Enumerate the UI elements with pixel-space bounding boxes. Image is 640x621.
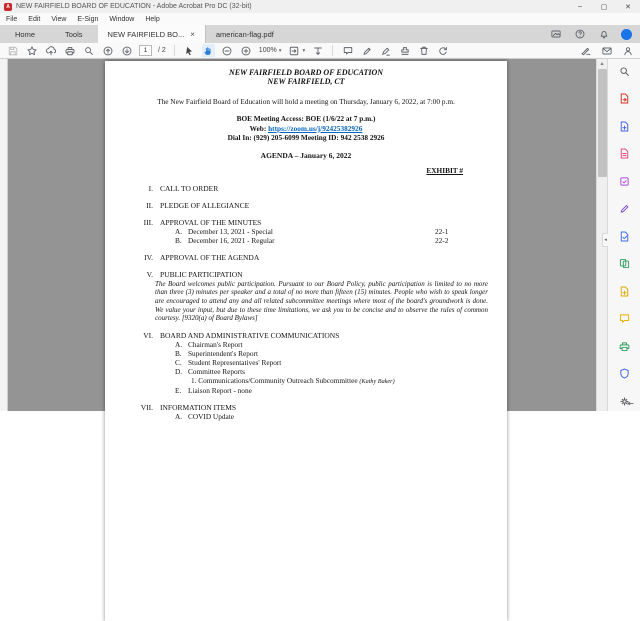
- panel-collapse-arrow-icon[interactable]: ◂: [602, 233, 608, 247]
- previous-page-icon[interactable]: [101, 44, 114, 57]
- share-people-icon[interactable]: [621, 44, 634, 57]
- doc-title-line2: NEW FAIRFIELD, CT: [267, 77, 345, 86]
- print-production-icon[interactable]: [617, 339, 631, 353]
- subitem-letter: A.: [175, 340, 183, 350]
- section-numeral: III.: [143, 217, 153, 227]
- doc-dial-line: Dial In: (929) 205-6099 Meeting ID: 942 2538 2926: [227, 133, 385, 142]
- navigation-pane-rail[interactable]: [0, 59, 8, 411]
- fit-page-icon: [287, 44, 300, 57]
- section-title: INFORMATION ITEMS: [160, 403, 237, 413]
- section-numeral: VI.: [143, 331, 153, 341]
- menu-view[interactable]: View: [51, 15, 67, 23]
- print-icon[interactable]: [63, 44, 76, 57]
- section-numeral: VII.: [140, 403, 153, 413]
- agenda-section: [105, 331, 507, 340]
- subitem-letter: B.: [175, 349, 182, 359]
- subitem-text: Superintendent's Report: [188, 349, 259, 359]
- subitem-text: COVID Update: [188, 412, 235, 422]
- section-numeral: IV.: [144, 252, 153, 262]
- page-fit-select[interactable]: [287, 44, 305, 57]
- agenda-section: [105, 270, 507, 279]
- tab-document-active[interactable]: [98, 25, 205, 43]
- toolbar-separator: [332, 45, 333, 56]
- highlight-pencil-icon[interactable]: [360, 44, 373, 57]
- stamp-icon[interactable]: [398, 44, 411, 57]
- doc-title-line1: NEW FAIRFIELD BOARD OF EDUCATION: [228, 68, 384, 77]
- scrolling-mode-icon[interactable]: [311, 44, 324, 57]
- agenda-subitem: [105, 349, 507, 358]
- zoom-in-icon[interactable]: [240, 44, 253, 57]
- subitem-letter: E.: [175, 386, 182, 396]
- web-label: Web:: [249, 123, 267, 133]
- tab-document-label: NEW FAIRFIELD BO...: [107, 29, 185, 39]
- next-page-icon[interactable]: [120, 44, 133, 57]
- find-search-icon[interactable]: [82, 44, 95, 57]
- subitem-text: Committee Reports: [188, 367, 245, 377]
- chevron-down-icon: ▾: [278, 47, 282, 54]
- combine-files-icon[interactable]: [617, 284, 631, 298]
- export-pdf-icon[interactable]: [617, 92, 631, 106]
- agenda-heading: AGENDA – January 6, 2022: [260, 150, 352, 160]
- notifications-bell-icon[interactable]: [597, 28, 610, 41]
- subitem-letter: A.: [175, 412, 183, 422]
- agenda-section: [105, 184, 507, 193]
- subitem-text: December 16, 2021 - Regular: [188, 235, 275, 245]
- tab-tools[interactable]: [50, 25, 98, 43]
- menu-window[interactable]: Window: [109, 15, 135, 23]
- agenda-section: [105, 218, 507, 227]
- section-title: CALL TO ORDER: [160, 183, 219, 193]
- agenda-subitem: [105, 367, 507, 376]
- section-numeral: I.: [148, 183, 153, 193]
- create-pdf-icon[interactable]: [617, 119, 631, 133]
- star-favorites-icon[interactable]: [25, 44, 38, 57]
- redo-icon[interactable]: [436, 44, 449, 57]
- subitem-text: December 13, 2021 - Special: [188, 226, 273, 236]
- section-title: APPROVAL OF THE MINUTES: [160, 217, 262, 227]
- tab-home-label: Home: [15, 29, 36, 39]
- subitem-letter: D.: [175, 367, 183, 377]
- section-title: PLEDGE OF ALLEGIANCE: [160, 200, 250, 210]
- menu-edit[interactable]: Edit: [28, 15, 41, 23]
- tab-document-other[interactable]: [205, 25, 284, 43]
- subitem-letter: C.: [175, 358, 182, 368]
- zoom-level-select[interactable]: [259, 47, 282, 54]
- section-paragraph: The Board welcomes public participation. Pursuant to our Board Policy, public participation is limited to no more than three (3) minutes per speaker and a total of no more than fifteen (15) minutes. People who wish to speak longer are encouraged to attend any and all related subcommittee meetings where most of the board's groundwork is done. We value your input, but due to these time limitations, we ask you to be concise and to observe the rules of common courtesy. [9320(a) of Board Bylaws]: [155, 279, 488, 323]
- fill-sign-icon[interactable]: [617, 202, 631, 216]
- save-icon[interactable]: [6, 44, 19, 57]
- exhibit-label: EXHIBIT #: [426, 165, 463, 175]
- signature-pen-icon[interactable]: [579, 44, 592, 57]
- subitem-letter: A.: [175, 226, 183, 236]
- agenda-subsubitem: 1. Communications/Community Outreach Subcommittee (Kathy Baker): [191, 376, 395, 386]
- pdf-page: [105, 61, 507, 621]
- tab-other-label: american-flag.pdf: [215, 29, 274, 39]
- agenda-section: [105, 403, 507, 412]
- scroll-up-arrow-icon[interactable]: ▴: [600, 61, 604, 67]
- email-share-icon[interactable]: [600, 44, 613, 57]
- request-signatures-icon[interactable]: [617, 229, 631, 243]
- doc-web-line: [105, 124, 507, 134]
- hand-tool-icon[interactable]: [202, 44, 215, 57]
- sign-pen-icon[interactable]: [379, 44, 392, 57]
- page-number-input[interactable]: 1: [139, 45, 152, 56]
- edit-pdf-icon[interactable]: [617, 147, 631, 161]
- section-numeral: II.: [146, 200, 153, 210]
- zoom-meeting-link[interactable]: https://zoom.us/j/92425382926: [268, 123, 363, 133]
- organize-pages-icon[interactable]: [617, 257, 631, 271]
- title-bar: [0, 0, 640, 13]
- tab-close-button[interactable]: ×: [190, 29, 195, 39]
- document-view: [8, 59, 607, 422]
- user-avatar[interactable]: [621, 29, 632, 40]
- agenda-subitem: [105, 340, 507, 349]
- section-title: APPROVAL OF THE AGENDA: [160, 252, 260, 262]
- panel-bottom-collapse-icon[interactable]: ⇤: [627, 399, 634, 408]
- acrobat-logo-icon: A: [4, 3, 12, 11]
- tools-panel: [604, 59, 640, 411]
- chevron-down-icon: ▾: [302, 47, 306, 54]
- agenda-subitem: [105, 386, 507, 395]
- doc-intro: The New Fairfield Board of Education will hold a meeting on Thursday, January 6, 2022, at 7:00 p.m.: [157, 97, 455, 106]
- menu-help[interactable]: Help: [145, 15, 160, 23]
- screen-share-icon[interactable]: [549, 28, 562, 41]
- maximize-button[interactable]: ▢: [600, 3, 608, 11]
- main-area: [0, 59, 640, 422]
- subitem-letter: B.: [175, 235, 182, 245]
- search-tools-icon[interactable]: [617, 64, 631, 78]
- close-button[interactable]: ✕: [625, 3, 631, 11]
- agenda-subitem: [105, 236, 507, 245]
- section-title: PUBLIC PARTICIPATION: [160, 269, 243, 279]
- section-numeral: V.: [146, 269, 153, 279]
- tab-home[interactable]: [0, 25, 50, 43]
- delete-pages-icon[interactable]: [417, 44, 430, 57]
- menu-file[interactable]: File: [6, 15, 18, 23]
- subitem-text: Student Representatives' Report: [188, 358, 282, 368]
- subitem-note: (Kathy Baker): [359, 378, 395, 386]
- menu-esign[interactable]: E-Sign: [77, 15, 99, 23]
- share-upload-icon[interactable]: [44, 44, 57, 57]
- zoom-out-icon[interactable]: [221, 44, 234, 57]
- doc-access-line: BOE Meeting Access: BOE (1/6/22 at 7 p.m.): [236, 114, 376, 123]
- agenda-section: [105, 201, 507, 210]
- tab-tools-label: Tools: [65, 29, 83, 39]
- agenda-list: [105, 184, 507, 422]
- toolbar: [0, 43, 640, 59]
- scan-ocr-icon[interactable]: [617, 174, 631, 188]
- protect-icon[interactable]: [617, 367, 631, 381]
- select-tool-icon[interactable]: [183, 44, 196, 57]
- subitem-text: Chairman's Report: [188, 340, 243, 350]
- zoom-level-value: 100%: [258, 47, 277, 54]
- tab-bar: [0, 25, 640, 43]
- exhibit-number: 22-1: [435, 226, 449, 236]
- scrollbar-thumb[interactable]: [598, 69, 607, 177]
- agenda-subitem: [105, 412, 507, 421]
- menu-bar: [0, 13, 640, 25]
- agenda-subitem: [105, 358, 507, 367]
- exhibit-number: 22-2: [435, 235, 449, 245]
- agenda-subitem: [105, 227, 507, 236]
- window-title: NEW FAIRFIELD BOARD OF EDUCATION - Adobe Acrobat Pro DC (32-bit): [16, 3, 252, 10]
- comment-icon[interactable]: [617, 312, 631, 326]
- section-title: BOARD AND ADMINISTRATIVE COMMUNICATIONS: [160, 331, 340, 341]
- toolbar-separator: [174, 45, 175, 56]
- comment-note-icon[interactable]: [341, 44, 354, 57]
- page-total-label: / 2: [158, 47, 166, 54]
- help-icon[interactable]: [573, 28, 586, 41]
- minimize-button[interactable]: –: [578, 3, 582, 10]
- subitem-text: Liaison Report - none: [188, 386, 252, 396]
- agenda-section: [105, 253, 507, 262]
